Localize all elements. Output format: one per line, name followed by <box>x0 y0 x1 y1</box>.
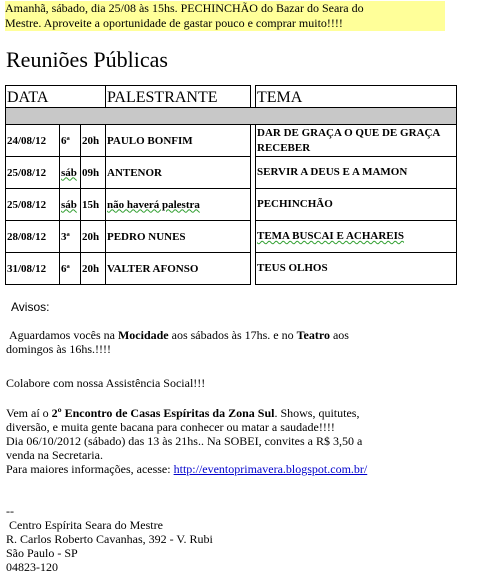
schedule-table <box>5 85 457 285</box>
signature-cep: 04823-120 <box>6 560 58 574</box>
section-title: Reuniões Públicas <box>6 47 168 72</box>
notice1-mid: aos sábados às 17hs. e no <box>168 328 297 342</box>
cell-day-text: sáb <box>61 198 77 211</box>
cell-day: 3ª <box>60 221 81 253</box>
notice3-line5: Para maiores informações, acesse: <box>6 462 174 476</box>
header-tema: TEMA <box>256 86 457 108</box>
signature-name: Centro Espírita Seara do Mestre <box>9 518 163 532</box>
cell-speaker: PAULO BONFIM <box>106 125 251 157</box>
cell-time: 20h <box>81 221 106 253</box>
notice1-pre: Aguardamos vocês na <box>9 328 118 342</box>
signature-address: R. Carlos Roberto Cavanhas, 392 - V. Rubi <box>6 532 213 546</box>
cell-theme-text: TEMA BUSCAI E ACHAREIS <box>257 230 405 242</box>
avisos-label: Avisos: <box>11 300 50 314</box>
cell-day: 6ª <box>60 125 81 157</box>
cell-speaker: ANTENOR <box>106 157 251 189</box>
cell-day-text: sáb <box>61 166 77 179</box>
header-data: DATA <box>6 86 106 108</box>
table-row <box>6 221 457 253</box>
cell-theme: PECHINCHÃO <box>256 189 457 221</box>
cell-date: 24/08/12 <box>6 125 60 157</box>
cell-time: 20h <box>81 125 106 157</box>
cell-date: 25/08/12 <box>6 157 60 189</box>
header-palestrante: PALESTRANTE <box>106 86 251 108</box>
cell-date: 28/08/12 <box>6 221 60 253</box>
table-row <box>6 253 457 285</box>
signature-city: São Paulo - SP <box>6 546 78 560</box>
cell-speaker: VALTER AFONSO <box>106 253 251 285</box>
cell-theme <box>256 221 457 253</box>
cell-theme: SERVIR A DEUS E A MAMON <box>256 157 457 189</box>
notice1-line2: domingos às 16hs.!!!! <box>6 342 111 356</box>
notice-mocidade <box>6 328 436 356</box>
notice3-pre: Vem aí o <box>6 406 52 420</box>
cell-time: 09h <box>81 157 106 189</box>
cell-speaker <box>106 189 251 221</box>
notice3-bold: 2º Encontro de Casas Espíritas da Zona Sul <box>51 406 275 420</box>
notice1-mocidade: Mocidade <box>117 328 169 342</box>
cell-theme: TEUS OLHOS <box>256 253 457 285</box>
table-row <box>6 125 457 157</box>
notice1-post: aos <box>329 328 349 342</box>
notice3-line4: venda na Secretaria. <box>6 448 103 462</box>
table-header-row <box>6 86 457 108</box>
announcement <box>5 1 445 31</box>
cell-day <box>60 189 81 221</box>
announcement-line-2: Mestre. Aproveite a oportunidade de gastar pouco e comprar muito!!!! <box>5 16 343 30</box>
cell-speaker: PEDRO NUNES <box>106 221 251 253</box>
cell-speaker-text: não haverá palestra <box>107 198 200 211</box>
cell-date: 25/08/12 <box>6 189 60 221</box>
blog-link[interactable]: http://eventoprimavera.blogspot.com.br/ <box>173 462 368 476</box>
table-shaded-row <box>6 108 457 125</box>
notice-assistencia: Colabore com nossa Assistência Social!!! <box>6 376 206 390</box>
table-row <box>6 157 457 189</box>
signature-dashes: -- <box>6 504 14 518</box>
cell-day <box>60 157 81 189</box>
cell-date: 31/08/12 <box>6 253 60 285</box>
notice3-line2: diversão, e muita gente bacana para conhecer ou matar a saudade!!!! <box>6 420 335 434</box>
notice-encontro <box>6 406 436 476</box>
notice1-teatro: Teatro <box>296 328 330 342</box>
notice3-post: . Shows, quitutes, <box>274 406 360 420</box>
signature <box>6 504 436 574</box>
announcement-line-1: Amanhã, sábado, dia 25/08 às 15hs. PECHINCHÃO do Bazar do Seara do <box>5 1 364 15</box>
notice3-line3: Dia 06/10/2012 (sábado) das 13 às 21hs.. Na SOBEI, convites a R$ 3,50 a <box>6 434 363 448</box>
cell-time: 15h <box>81 189 106 221</box>
cell-theme: DAR DE GRAÇA O QUE DE GRAÇA RECEBER <box>256 125 457 157</box>
table-row <box>6 189 457 221</box>
cell-day: 6ª <box>60 253 81 285</box>
cell-time: 20h <box>81 253 106 285</box>
